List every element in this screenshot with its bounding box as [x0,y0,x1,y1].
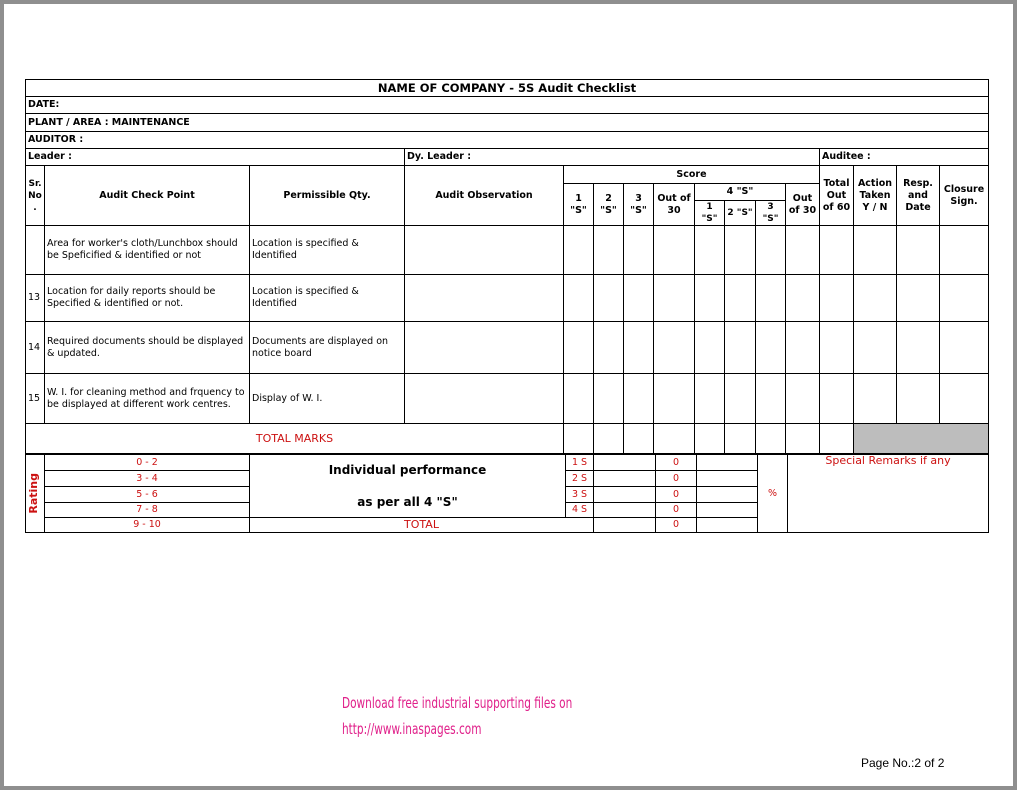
rating-range: 5 - 6 [45,487,250,503]
percent-cell: % [758,455,788,533]
header-four-s: 4 "S" [695,184,786,201]
individual-performance-line1: Individual performance [328,463,487,477]
rating-range: 0 - 2 [45,455,250,471]
s-label: 2 S [566,471,594,487]
header-s2: 2 "S" [594,184,624,226]
header-fs3: 3 "S" [756,201,786,226]
auditee-field: Auditee : [820,149,989,166]
s-value: 0 [656,487,697,503]
row-observation [405,322,564,374]
date-field: DATE: [26,97,989,114]
rating-table [25,454,989,533]
header-score: Score [564,166,820,184]
rating-range: 3 - 4 [45,471,250,487]
audit-table [25,79,989,454]
row-observation [405,275,564,322]
rating-label: Rating [27,473,40,514]
row-check-point: W. I. for cleaning method and frquency to be displayed at different work centres. [45,374,250,424]
header-s1: 1 "S" [564,184,594,226]
row-sr-no: 15 [26,374,45,424]
header-check-point: Audit Check Point [45,166,250,226]
plant-area-field: PLANT / AREA : MAINTENANCE [26,114,989,132]
audit-sheet [25,79,988,533]
s-value: 0 [656,471,697,487]
individual-performance-line2: as per all 4 "S" [357,495,458,509]
header-resp: Resp. and Date [897,166,940,226]
table-row [26,275,989,322]
s-label: 4 S [566,503,594,518]
total-marks-label: TOTAL MARKS [26,424,564,454]
page-number: Page No.:2 of 2 [861,756,945,770]
row-permissible: Display of W. I. [250,374,405,424]
table-row [26,374,989,424]
rating-range: 9 - 10 [45,518,250,533]
dy-leader-field: Dy. Leader : [405,149,820,166]
header-action: Action Taken Y / N [854,166,897,226]
rating-range: 7 - 8 [45,503,250,518]
sheet-title: NAME OF COMPANY - 5S Audit Checklist [26,80,989,97]
row-permissible: Location is specified & Identified [250,226,405,275]
s-label: 3 S [566,487,594,503]
row-check-point: Location for daily reports should be Specified & identified or not. [45,275,250,322]
table-row [26,226,989,275]
row-sr-no [26,226,45,275]
s-value: 0 [656,455,697,471]
header-observation: Audit Observation [405,166,564,226]
row-check-point: Area for worker's cloth/Lunchbox should be Speficified & identified or not [45,226,250,275]
individual-performance [250,455,566,518]
header-permissible: Permissible Qty. [250,166,405,226]
auditor-field: AUDITOR : [26,132,989,149]
header-out-of-30: Out of 30 [654,184,695,226]
header-fs1: 1 "S" [695,201,725,226]
s-label: 1 S [566,455,594,471]
row-sr-no: 14 [26,322,45,374]
total-label: TOTAL [250,518,594,533]
row-check-point: Required documents should be displayed & updated. [45,322,250,374]
row-observation [405,374,564,424]
download-note: Download free industrial supporting files on [342,694,573,712]
header-fs2: 2 "S" [725,201,756,226]
header-s3: 3 "S" [624,184,654,226]
table-row [26,322,989,374]
s-value: 0 [656,503,697,518]
document-page [4,4,1013,786]
leader-field: Leader : [26,149,405,166]
website-link[interactable]: http://www.inaspages.com [342,720,482,738]
header-total: Total Out of 60 [820,166,854,226]
total-value: 0 [656,518,697,533]
header-out-of-30-b: Out of 30 [786,184,820,226]
row-sr-no: 13 [26,275,45,322]
row-observation [405,226,564,275]
special-remarks: Special Remarks if any [788,455,989,533]
total-marks-grey-cell [854,424,989,454]
header-closure: Closure Sign. [940,166,989,226]
rating-label-cell [26,455,45,533]
row-permissible: Location is specified & Identified [250,275,405,322]
header-sr-no: Sr. No . [26,166,45,226]
row-permissible: Documents are displayed on notice board [250,322,405,374]
